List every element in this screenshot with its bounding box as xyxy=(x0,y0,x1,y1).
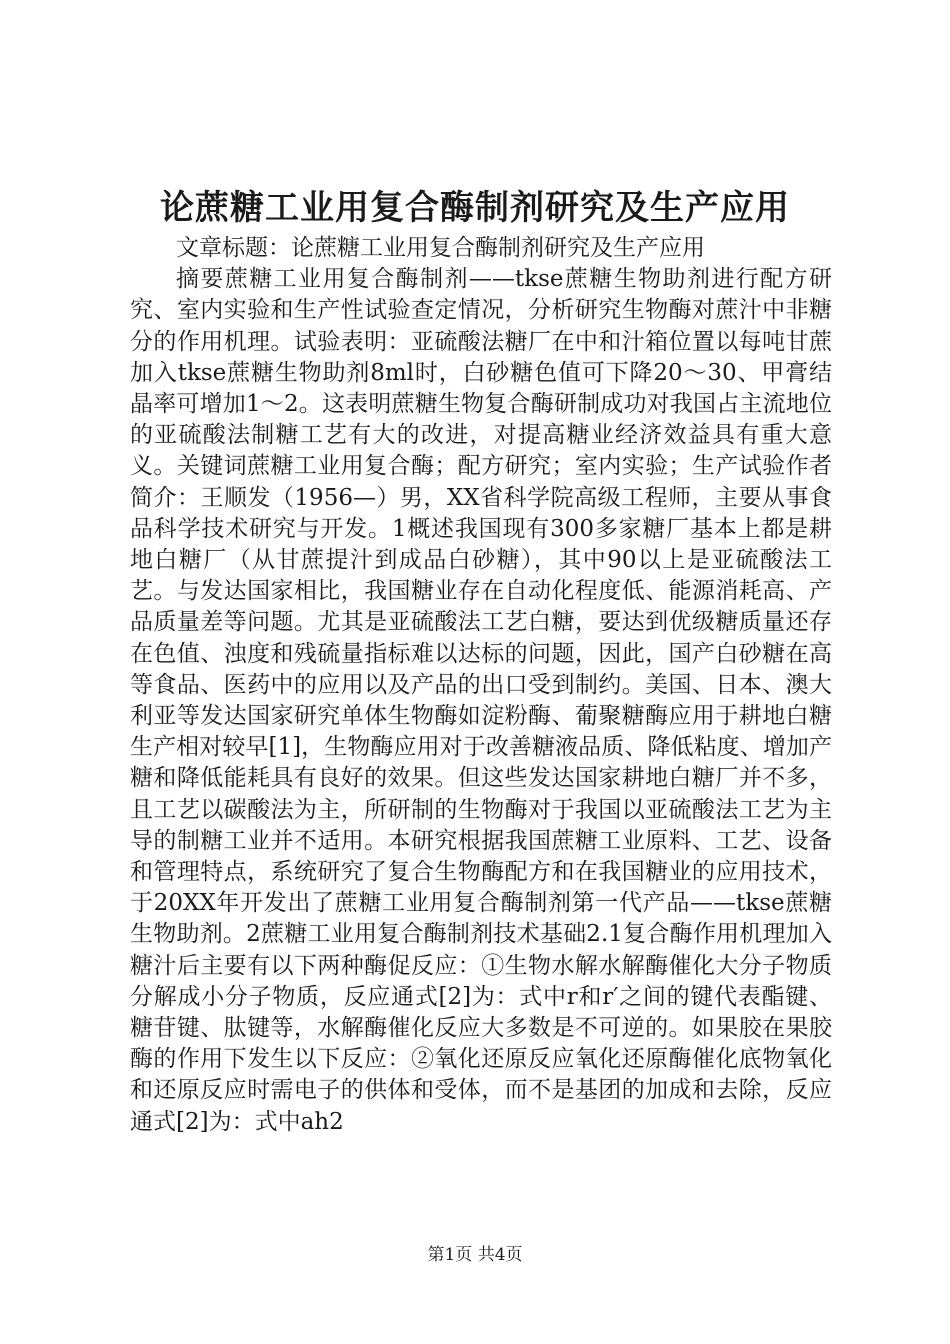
article-title-line: 文章标题：论蔗糖工业用复合酶制剂研究及生产应用 xyxy=(176,235,705,261)
document-title: 论蔗糖工业用复合酶制剂研究及生产应用 xyxy=(160,188,790,228)
abstract-paragraph: 摘要蔗糖工业用复合酶制剂——tkse蔗糖生物助剂进行配方研究、室内实验和生产性试验查定情况，分析研究生物酶对蔗汁中非糖分的作用机理。试验表明：亚硫酸法糖厂在中和汁箱位置以每吨甘蔗加入tkse蔗糖生物助剂8ml时，白砂糖色值可下降20～30、甲膏结晶率可增加1～2。这表明蔗糖生物复合酶研制成功对我国占主流地位的亚硫酸法制糖工艺有大的改进，对提高糖业经济效益具有重大意义。关键词蔗糖工业用复合酶；配方研究；室内实验；生产试验作者简介：王顺发（1956—）男，XX省科学院高级工程师，主要从事食品科学技术研究与开发。1概述我国现有300多家糖厂基本上都是耕地白糖厂（从甘蔗提汁到成品白砂糖），其中90以上是亚硫酸法工艺。与发达国家相比，我国糖业存在自动化程度低、能源消耗高、产品质量差等问题。尤其是亚硫酸法工艺白糖，要达到优级糖质量还存在色值、浊度和残硫量指标难以达标的问题，因此，国产白砂糖在高等食品、医药中的应用以及产品的出口受到制约。美国、日本、澳大利亚等发达国家研究单体生物酶如淀粉酶、葡聚糖酶应用于耕地白糖生产相对较早[1]，生物酶应用对于改善糖液品质、降低粘度、增加产糖和降低能耗具有良好的效果。但这些发达国家耕地白糖厂并不多，且工艺以碳酸法为主，所研制的生物酶对于我国以亚硫酸法工艺为主导的制糖工业并不适用。本研究根据我国蔗糖工业原料、工艺、设备和管理特点，系统研究了复合生物酶配方和在我国糖业的应用技术，于20XX年开发出了蔗糖工业用复合酶制剂第一代产品——tkse蔗糖生物助剂。2蔗糖工业用复合酶制剂技术基础2.1复合酶作用机理加入糖汁后主要有以下两种酶促反应：①生物水解水解酶催化大分子物质分解成小分子物质，反应通式[2]为：式中r和r′之间的键代表酯键、糖苷键、肽键等，水解酶催化反应大多数是不可逆的。如果胶在果胶酶的作用下发生以下反应：②氧化还原反应氧化还原酶催化底物氧化和还原反应时需电子的供体和受体，而不是基团的加成和去除，反应通式[2]为：式中ah2 xyxy=(130,266,832,1135)
page-number: 第1页 共4页 xyxy=(427,1245,523,1265)
document-body xyxy=(130,233,832,1138)
